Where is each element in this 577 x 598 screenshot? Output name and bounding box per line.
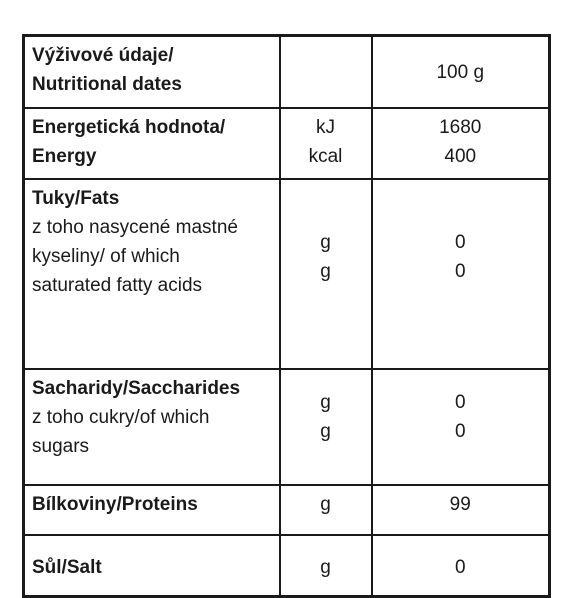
proteins-label-line-1: Bílkoviny/Proteins (32, 494, 198, 515)
saccharides-label-line-3: sugars (32, 436, 90, 457)
fats-unit-cell (280, 179, 372, 369)
table-row-saccharides (24, 369, 550, 485)
energy-label-line-2: Energy (32, 146, 97, 167)
saccharides-label-line-2: z toho cukry/of which (32, 407, 210, 428)
fats-unit-1: g (320, 232, 331, 253)
saccharides-unit-2: g (320, 421, 331, 442)
table-header-row (24, 36, 550, 109)
fats-label-line-4: saturated fatty acids (32, 275, 203, 296)
salt-label-cell (24, 535, 280, 597)
proteins-label-cell (24, 485, 280, 535)
saccharides-value-1: 0 (454, 392, 466, 413)
saccharides-unit-1: g (320, 392, 331, 413)
fats-unit-2: g (320, 261, 331, 282)
fats-label-line-3: kyseliny/ of which (32, 246, 180, 267)
energy-label-cell (24, 108, 280, 179)
table-row-salt (24, 535, 550, 597)
saccharides-label-line-1: Sacharidy/Saccharides (32, 378, 241, 399)
salt-label-line-1: Sůl/Salt (32, 557, 102, 578)
header-label-line-1: Výživové údaje/ (32, 45, 174, 66)
header-label-line-2: Nutritional dates (32, 74, 182, 95)
energy-unit-kcal: kcal (308, 146, 343, 167)
saccharides-unit-cell (280, 369, 372, 485)
energy-label-line-1: Energetická hodnota/ (32, 117, 226, 138)
energy-unit-cell (280, 108, 372, 179)
fats-label-line-1: Tuky/Fats (32, 188, 120, 209)
table-row-proteins (24, 485, 550, 535)
table-row-energy (24, 108, 550, 179)
nutrition-table (22, 34, 551, 598)
energy-unit-kj: kJ (316, 117, 335, 138)
header-label-cell (24, 36, 280, 109)
saccharides-label-cell (24, 369, 280, 485)
fats-label-cell (24, 179, 280, 369)
energy-value-kj: 1680 (439, 117, 482, 138)
fats-value-cell (372, 179, 550, 369)
proteins-value-cell: 99 (372, 485, 550, 535)
table-row-fats (24, 179, 550, 369)
fats-value-2: 0 (454, 261, 466, 282)
header-value-cell: 100 g (372, 36, 550, 109)
header-unit-cell (280, 36, 372, 109)
salt-value-cell: 0 (372, 535, 550, 597)
energy-value-kcal: 400 (444, 146, 477, 167)
saccharides-value-cell (372, 369, 550, 485)
saccharides-value-2: 0 (454, 421, 466, 442)
energy-value-cell (372, 108, 550, 179)
fats-value-1: 0 (454, 232, 466, 253)
salt-unit-cell: g (280, 535, 372, 597)
fats-label-line-2: z toho nasycené mastné (32, 217, 238, 238)
proteins-unit-cell: g (280, 485, 372, 535)
